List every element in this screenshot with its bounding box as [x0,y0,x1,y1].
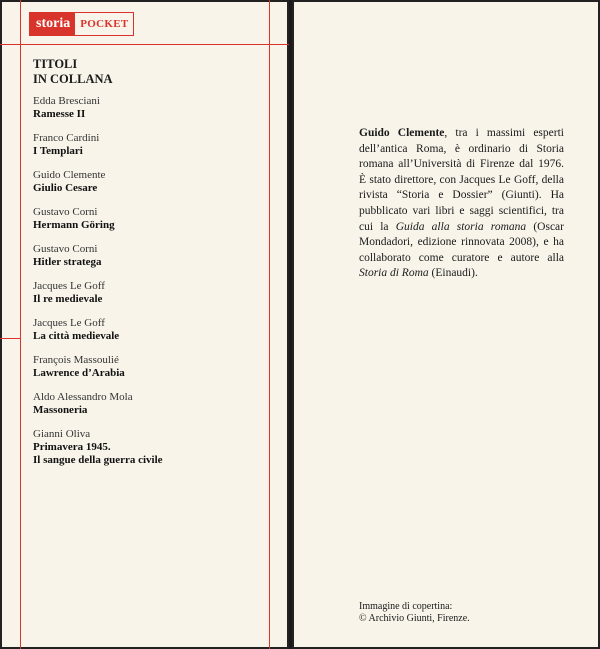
book-author: François Massoulié [33,354,119,366]
right-page [292,0,600,649]
series-heading [33,57,263,87]
book-author: Jacques Le Goff [33,280,105,292]
book-title: Ramesse II [33,108,86,120]
book-title: Giulio Cesare [33,182,98,194]
bio-text-2: (Oscar Mondadori, edizione rinnovata 2008), e ha collaborato come curatore e autore alla [359,220,564,264]
book-title-line2: Il sangue della guerra civile [33,454,163,466]
bio-work-1: Guida alla storia romana [395,220,527,233]
cover-credit-line2: © Archivio Giunti, Firenze. [359,613,470,624]
logo-pocket: POCKET [75,13,133,35]
book-author: Gianni Oliva [33,428,91,440]
book-title: Primavera 1945. [33,441,111,453]
logo-storia: storia [30,13,75,35]
list-item [33,280,263,317]
list-item [33,206,263,243]
series-heading-line1: TITOLI [33,57,78,71]
book-author: Gustavo Corni [33,243,98,255]
list-item [33,354,263,391]
book-title: Hermann Göring [33,219,115,231]
book-author: Guido Clemente [33,169,106,181]
titles-list [33,95,263,465]
series-heading-line2: IN COLLANA [33,72,113,86]
series-logo [29,12,134,36]
book-title: Il re medievale [33,293,103,305]
book-author: Jacques Le Goff [33,317,105,329]
list-item [33,317,263,354]
list-item [33,169,263,206]
author-bio [359,126,564,282]
book-title: Hitler stratega [33,256,102,268]
book-title: I Templari [33,145,83,157]
list-item [33,391,263,428]
book-author: Aldo Alessandro Mola [33,391,133,403]
list-item [33,95,263,132]
list-item [33,428,263,465]
book-author: Edda Bresciani [33,95,100,107]
book-author: Gustavo Corni [33,206,98,218]
cover-credit-line1: Immagine di copertina: [359,601,453,612]
bio-text-3: (Einaudi). [428,267,478,280]
cover-credit [359,601,559,625]
book-title: La città medievale [33,330,120,342]
red-rule-vertical-inner [269,0,270,649]
bio-work-2: Storia di Roma [359,267,429,280]
list-item [33,132,263,169]
list-item [33,243,263,280]
book-title: Lawrence d’Arabia [33,367,125,379]
red-rule-horizontal-top [0,44,289,45]
book-title: Massoneria [33,404,88,416]
bio-text-1: , tra i massimi esperti dell’antica Roma, è ordinario di Storia romana all’Università di Firenze dal 1976. È stato direttore, con Jacques Le Goff, della rivista “Storia e Dossier” (Giunti). Ha pubblicato vari libri e saggi scientifici, tra cui la [359,127,564,233]
book-author: Franco Cardini [33,132,100,144]
red-rule-horizontal-mid [0,338,20,339]
red-rule-vertical-outer [20,0,21,649]
bio-author-name: Guido Clemente [359,127,445,139]
